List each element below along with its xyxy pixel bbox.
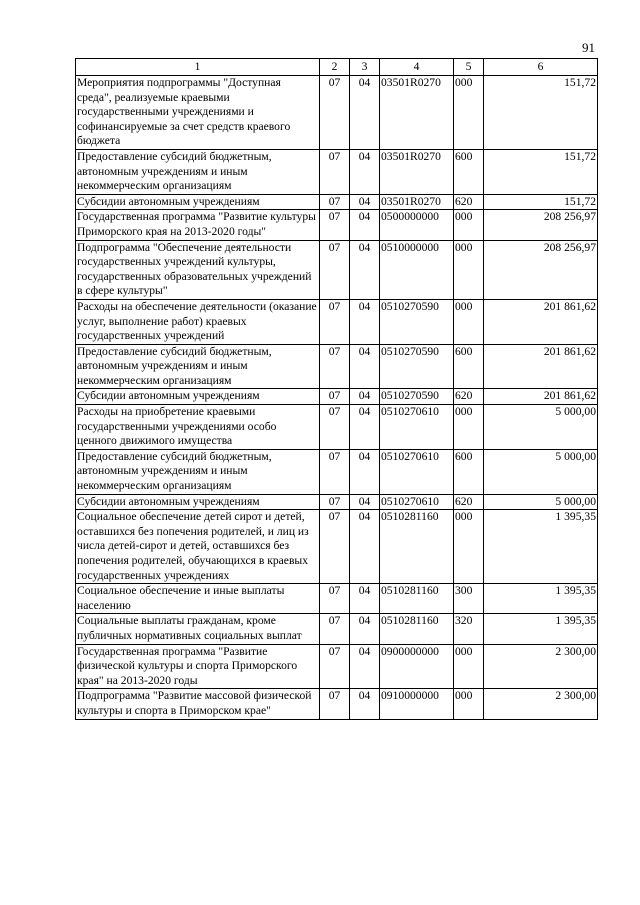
row-expense-type: 000	[454, 510, 484, 584]
row-section: 07	[320, 194, 350, 210]
row-name: Предоставление субсидий бюджетным, автономным учреждениям и иным некоммерческим организациям	[76, 344, 320, 389]
row-name: Подпрограмма "Развитие массовой физической культуры и спорта в Приморском крае"	[76, 689, 320, 719]
row-name: Государственная программа "Развитие культуры Приморского края на 2013-2020 годы"	[76, 210, 320, 240]
header-col-4: 4	[380, 59, 454, 76]
row-name: Социальное обеспечение и иные выплаты населению	[76, 584, 320, 614]
row-section: 07	[320, 299, 350, 344]
row-name: Государственная программа "Развитие физической культуры и спорта Приморского края" на 2013-2020 годы	[76, 644, 320, 689]
row-expense-type: 600	[454, 149, 484, 194]
row-amount: 151,72	[484, 194, 598, 210]
row-expense-type: 000	[454, 644, 484, 689]
header-col-3: 3	[350, 59, 380, 76]
row-name: Расходы на обеспечение деятельности (оказание услуг, выполнение работ) краевых государственных учреждений	[76, 299, 320, 344]
row-amount: 1 395,35	[484, 510, 598, 584]
table-body	[76, 76, 598, 720]
row-amount: 5 000,00	[484, 405, 598, 450]
row-target-code: 0500000000	[380, 210, 454, 240]
row-target-code: 0510270590	[380, 344, 454, 389]
row-section: 07	[320, 405, 350, 450]
row-expense-type: 000	[454, 689, 484, 719]
row-subsection: 04	[350, 584, 380, 614]
header-row	[76, 59, 598, 76]
row-section: 07	[320, 689, 350, 719]
table-row	[76, 614, 598, 644]
row-amount: 208 256,97	[484, 210, 598, 240]
table-row	[76, 584, 598, 614]
row-expense-type: 320	[454, 614, 484, 644]
row-expense-type: 300	[454, 584, 484, 614]
row-section: 07	[320, 240, 350, 299]
page-number: 91	[582, 40, 595, 55]
row-section: 07	[320, 494, 350, 510]
row-amount: 201 861,62	[484, 299, 598, 344]
table-row	[76, 494, 598, 510]
row-section: 07	[320, 389, 350, 405]
row-expense-type: 000	[454, 210, 484, 240]
row-target-code: 0510270590	[380, 389, 454, 405]
row-amount: 201 861,62	[484, 344, 598, 389]
row-section: 07	[320, 510, 350, 584]
row-name: Субсидии автономным учреждениям	[76, 194, 320, 210]
row-target-code: 0510270590	[380, 299, 454, 344]
row-target-code: 0900000000	[380, 644, 454, 689]
row-target-code: 0510270610	[380, 449, 454, 494]
row-section: 07	[320, 614, 350, 644]
table-row	[76, 449, 598, 494]
table-row	[76, 240, 598, 299]
row-expense-type: 600	[454, 449, 484, 494]
row-subsection: 04	[350, 149, 380, 194]
row-target-code: 0510270610	[380, 405, 454, 450]
row-name: Расходы на приобретение краевыми государственными учреждениями особо ценного движимого имущества	[76, 405, 320, 450]
row-expense-type: 600	[454, 344, 484, 389]
row-section: 07	[320, 644, 350, 689]
row-name: Социальные выплаты гражданам, кроме публичных нормативных социальных выплат	[76, 614, 320, 644]
row-expense-type: 000	[454, 299, 484, 344]
row-section: 07	[320, 149, 350, 194]
row-subsection: 04	[350, 389, 380, 405]
row-name: Субсидии автономным учреждениям	[76, 494, 320, 510]
row-name: Субсидии автономным учреждениям	[76, 389, 320, 405]
row-name: Предоставление субсидий бюджетным, автономным учреждениям и иным некоммерческим организациям	[76, 449, 320, 494]
row-amount: 5 000,00	[484, 494, 598, 510]
row-subsection: 04	[350, 644, 380, 689]
table-row	[76, 76, 598, 150]
row-target-code: 03501R0270	[380, 76, 454, 150]
row-expense-type: 620	[454, 194, 484, 210]
row-amount: 1 395,35	[484, 614, 598, 644]
budget-table	[75, 58, 598, 720]
row-amount: 2 300,00	[484, 689, 598, 719]
row-target-code: 03501R0270	[380, 149, 454, 194]
header-col-1: 1	[76, 59, 320, 76]
row-expense-type: 000	[454, 405, 484, 450]
row-amount: 201 861,62	[484, 389, 598, 405]
row-target-code: 0510000000	[380, 240, 454, 299]
row-subsection: 04	[350, 76, 380, 150]
row-subsection: 04	[350, 510, 380, 584]
row-subsection: 04	[350, 194, 380, 210]
row-amount: 5 000,00	[484, 449, 598, 494]
header-col-2: 2	[320, 59, 350, 76]
row-expense-type: 620	[454, 494, 484, 510]
row-subsection: 04	[350, 494, 380, 510]
row-expense-type: 620	[454, 389, 484, 405]
row-section: 07	[320, 210, 350, 240]
row-target-code: 0510270610	[380, 494, 454, 510]
table-row	[76, 405, 598, 450]
table-row	[76, 149, 598, 194]
table-row	[76, 389, 598, 405]
row-target-code: 0510281160	[380, 584, 454, 614]
row-expense-type: 000	[454, 76, 484, 150]
header-col-6: 6	[484, 59, 598, 76]
row-subsection: 04	[350, 614, 380, 644]
table-row	[76, 510, 598, 584]
table-row	[76, 210, 598, 240]
row-subsection: 04	[350, 210, 380, 240]
row-target-code: 03501R0270	[380, 194, 454, 210]
row-target-code: 0910000000	[380, 689, 454, 719]
row-target-code: 0510281160	[380, 614, 454, 644]
row-subsection: 04	[350, 689, 380, 719]
row-amount: 2 300,00	[484, 644, 598, 689]
row-amount: 151,72	[484, 149, 598, 194]
row-name: Предоставление субсидий бюджетным, автономным учреждениям и иным некоммерческим организациям	[76, 149, 320, 194]
table-row	[76, 644, 598, 689]
row-subsection: 04	[350, 405, 380, 450]
row-name: Социальное обеспечение детей сирот и детей, оставшихся без попечения родителей, и лиц из числа детей-сирот и детей, оставшихся без попечения родителей, обучающихся в краевых государственных учреждениях	[76, 510, 320, 584]
row-subsection: 04	[350, 299, 380, 344]
row-subsection: 04	[350, 449, 380, 494]
row-section: 07	[320, 76, 350, 150]
row-subsection: 04	[350, 240, 380, 299]
row-section: 07	[320, 449, 350, 494]
row-name: Мероприятия подпрограммы "Доступная среда", реализуемые краевыми государственными учреждениями и софинансируемые за счет средств краевого бюджета	[76, 76, 320, 150]
row-amount: 151,72	[484, 76, 598, 150]
table-row	[76, 299, 598, 344]
row-name: Подпрограмма "Обеспечение деятельности государственных учреждений культуры, государственных образовательных учреждений в сфере культуры"	[76, 240, 320, 299]
header-col-5: 5	[454, 59, 484, 76]
table-row	[76, 689, 598, 719]
row-amount: 208 256,97	[484, 240, 598, 299]
row-section: 07	[320, 584, 350, 614]
table-row	[76, 344, 598, 389]
row-subsection: 04	[350, 344, 380, 389]
row-amount: 1 395,35	[484, 584, 598, 614]
row-expense-type: 000	[454, 240, 484, 299]
row-target-code: 0510281160	[380, 510, 454, 584]
table-row	[76, 194, 598, 210]
row-section: 07	[320, 344, 350, 389]
